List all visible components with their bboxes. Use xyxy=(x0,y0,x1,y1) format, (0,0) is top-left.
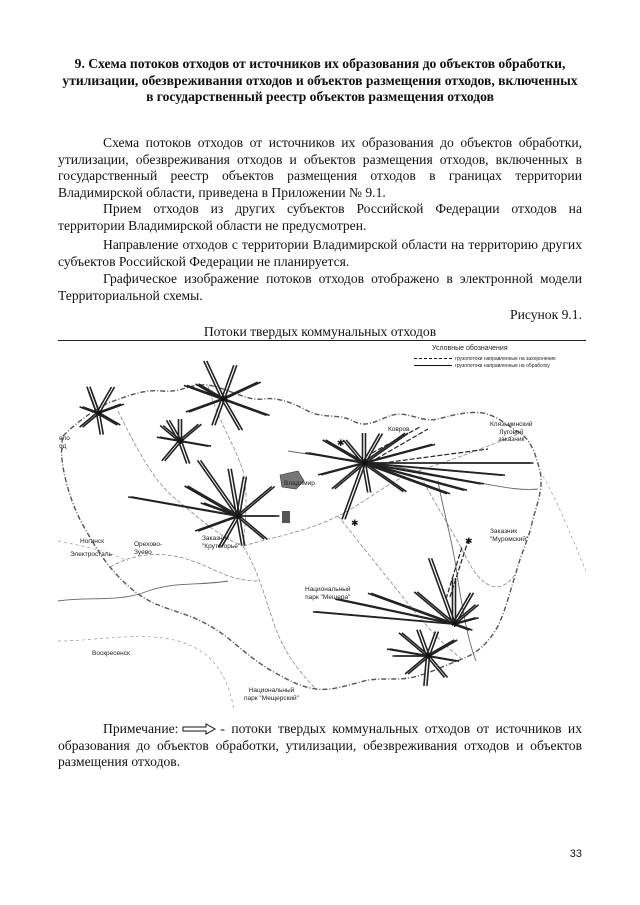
map-drawing xyxy=(58,341,586,711)
facility-marker-icon: ✱ xyxy=(235,512,243,522)
district-border xyxy=(338,516,462,659)
facility-marker-icon: ✱ xyxy=(220,395,228,405)
map-label-orekhovo-zuevo: Орехово- Зуево xyxy=(134,541,163,556)
paragraph-waste-direction: Направление отходов с территории Владимирской области на территорию других субъектов Российской Федерации не планируется. xyxy=(58,237,582,269)
map-label-klyazminsky-reserve: Клязьминский Луговой заказник xyxy=(490,421,533,443)
figure-number: Рисунок 9.1. xyxy=(510,307,582,322)
river xyxy=(438,481,476,661)
map-label-krutogorie-reserve: Заказник "Крутогорье" xyxy=(202,535,241,550)
district-border xyxy=(118,411,243,546)
section-heading: 9. Схема потоков отходов от источников их образования до объектов обработки, утилизации, обезвреживания отходов и объектов размещения отходов, включенных в государственный реестр объектов размещения отходов xyxy=(62,56,578,104)
map-legend xyxy=(410,343,572,373)
river xyxy=(58,581,228,601)
flow-line xyxy=(363,463,448,494)
solid-arrow-icon xyxy=(414,365,452,366)
facility-marker-icon: ✱ xyxy=(177,437,185,447)
facility-marker-icon: ✱ xyxy=(451,620,459,630)
flow-line xyxy=(162,441,179,461)
facility-marker-icon: ✱ xyxy=(95,409,103,419)
map-label-meshchersky-park: Национальный парк "Мещерский" xyxy=(244,687,299,702)
map-label-elektrostal: Электросталь xyxy=(70,551,112,558)
neighbor-boundary xyxy=(58,637,234,711)
facility-marker-icon: ✱ xyxy=(465,537,473,547)
district-border xyxy=(243,546,316,689)
map-label-left-edge: ело од xyxy=(59,435,70,450)
flow-line xyxy=(100,413,121,425)
legend-title: Условные обозначения xyxy=(432,345,508,352)
flow-line xyxy=(195,516,236,531)
flow-arrow-icon xyxy=(182,723,216,735)
facility-marker-icon: ✱ xyxy=(361,459,369,469)
map-label-kovrov: Ковров xyxy=(388,426,410,433)
flow-line xyxy=(313,612,452,624)
figure-title: Потоки твердых коммунальных отходов xyxy=(203,324,437,339)
legend-item-processing: грузопотоки направленные на обработку xyxy=(414,363,550,369)
map-label-voskresensk: Воскресенск xyxy=(92,650,130,657)
flow-line xyxy=(405,656,426,674)
figure-note xyxy=(58,721,582,771)
facility-markers-layer xyxy=(95,395,473,662)
paragraph-waste-intake: Прием отходов из других субъектов Российской Федерации отходов на территории Владимирской области не предусмотрен. xyxy=(58,201,582,233)
map-label-meshchera-park: Национальный парк "Мещера" xyxy=(305,586,351,601)
paragraph-graphical-representation: Графическое изображение потоков отходов отображено в электронной модели Территориальной схемы. xyxy=(58,271,582,303)
facility-marker-icon: ✱ xyxy=(337,439,345,449)
note-text: - потоки твердых коммунальных отходов от источников их образования до объектов обработки, утилизации, обезвреживания отходов и объектов размещения отходов. xyxy=(58,721,582,769)
facility-marker-icon: ✱ xyxy=(425,652,433,662)
paragraph-scheme-description: Схема потоков отходов от источников их образования до объектов обработки, утилизации, обезвреживания отходов и объектов размещения отходов, включенных в государственный реестр объектов размещения отходов в границах территории Владимирской области, приведена в Приложении № 9.1. xyxy=(58,135,582,200)
flow-line xyxy=(240,486,275,516)
page-number: 33 xyxy=(569,848,582,860)
neighbor-boundary xyxy=(540,471,586,571)
flow-line xyxy=(200,460,239,516)
map-label-noginsk: Ногинск xyxy=(80,538,104,545)
legend-item-disposal: грузопотоки направленные на захоронение xyxy=(414,356,556,362)
map-label-muromsky-reserve: Заказник "Муромский" xyxy=(490,528,529,543)
waste-flow-map xyxy=(58,340,586,711)
flow-line xyxy=(198,516,239,531)
dashed-arrow-icon xyxy=(414,358,452,359)
urban-area xyxy=(282,511,290,523)
note-lead: Примечание: xyxy=(103,721,179,736)
flow-line xyxy=(222,399,267,415)
facility-marker-icon: ✱ xyxy=(351,519,359,529)
flow-line xyxy=(225,399,270,415)
district-border xyxy=(110,554,258,581)
map-label-vladimir: Владимир xyxy=(284,480,315,487)
flow-line-disposal xyxy=(376,429,428,459)
